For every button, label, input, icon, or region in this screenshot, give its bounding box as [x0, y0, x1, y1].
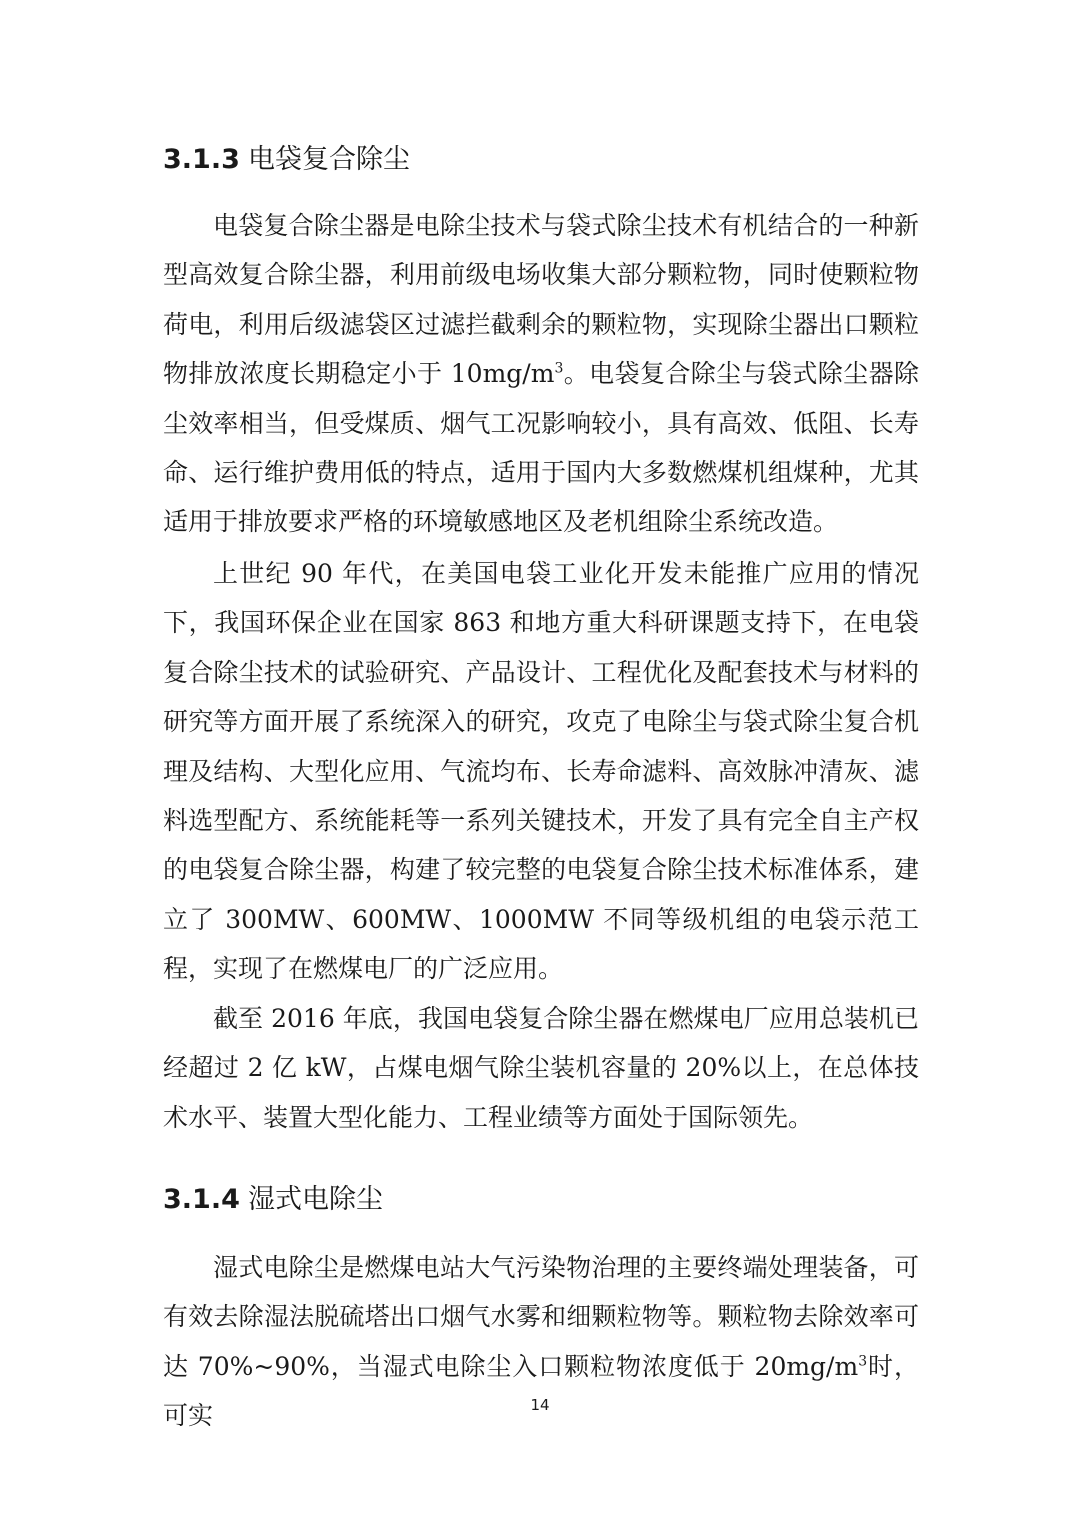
paragraph-text: 时，可实 [163, 1351, 919, 1431]
section-heading-3-1-3 [163, 142, 410, 178]
paragraph-text: 。电袋复合除尘与袋式除尘器除尘效率相当，但受煤质、烟气工况影响较小，具有高效、低阻、长寿命、运行维护费用低的特点，适用于国内大多数燃煤机组煤种，尤其适用于排放要求严格的环境敏感地区及老机组除尘系统改造。 [163, 359, 919, 537]
paragraph-dust-collector-intro [163, 201, 919, 547]
section-title: 电袋复合除尘 [248, 144, 410, 175]
superscript: 3 [858, 1353, 868, 1370]
paragraph-status-2016: 截至 2016 年底，我国电袋复合除尘器在燃煤电厂应用总装机已经超过 2 亿 kW，占煤电烟气除尘装机容量的 20%以上，在总体技术水平、装置大型化能力、工程业绩等方面处于国际领先。 [163, 1004, 919, 1132]
superscript: 3 [554, 360, 564, 377]
section-heading-3-1-4 [163, 1182, 383, 1218]
section-title: 湿式电除尘 [248, 1184, 383, 1215]
paragraph-text: 电袋复合除尘器是电除尘技术与袋式除尘技术有机结合的一种新型高效复合除尘器，利用前级电场收集大部分颗粒物，同时使颗粒物荷电，利用后级滤袋区过滤拦截剩余的颗粒物，实现除尘器出口颗粒物排放浓度长期稳定小于 10mg/m [163, 211, 919, 389]
paragraph-history: 上世纪 90 年代，在美国电袋工业化开发未能推广应用的情况下，我国环保企业在国家 863 和地方重大科研课题支持下，在电袋复合除尘技术的试验研究、产品设计、工程优化及配套技术与材料的研究等方面开展了系统深入的研究，攻克了电除尘与袋式除尘复合机理及结构、大型化应用、气流均布、长寿命滤料、高效脉冲清灰、滤料选型配方、系统能耗等一系列关键技术，开发了具有完全自主产权的电袋复合除尘器，构建了较完整的电袋复合除尘技术标准体系，建立了 300MW、600MW、1000MW 不同等级机组的电袋示范工程，实现了在燃煤电厂的广泛应用。 [163, 559, 919, 984]
section-number: 3.1.4 [163, 1184, 240, 1215]
section-number: 3.1.3 [163, 144, 240, 175]
page-number: 14 [530, 1396, 550, 1414]
paragraph-text: 湿式电除尘是燃煤电站大气污染物治理的主要终端处理装备，可有效去除湿法脱硫塔出口烟气水雾和细颗粒物等。颗粒物去除效率可达 70%~90%，当湿式电除尘入口颗粒物浓度低于 20mg/m [163, 1253, 919, 1381]
